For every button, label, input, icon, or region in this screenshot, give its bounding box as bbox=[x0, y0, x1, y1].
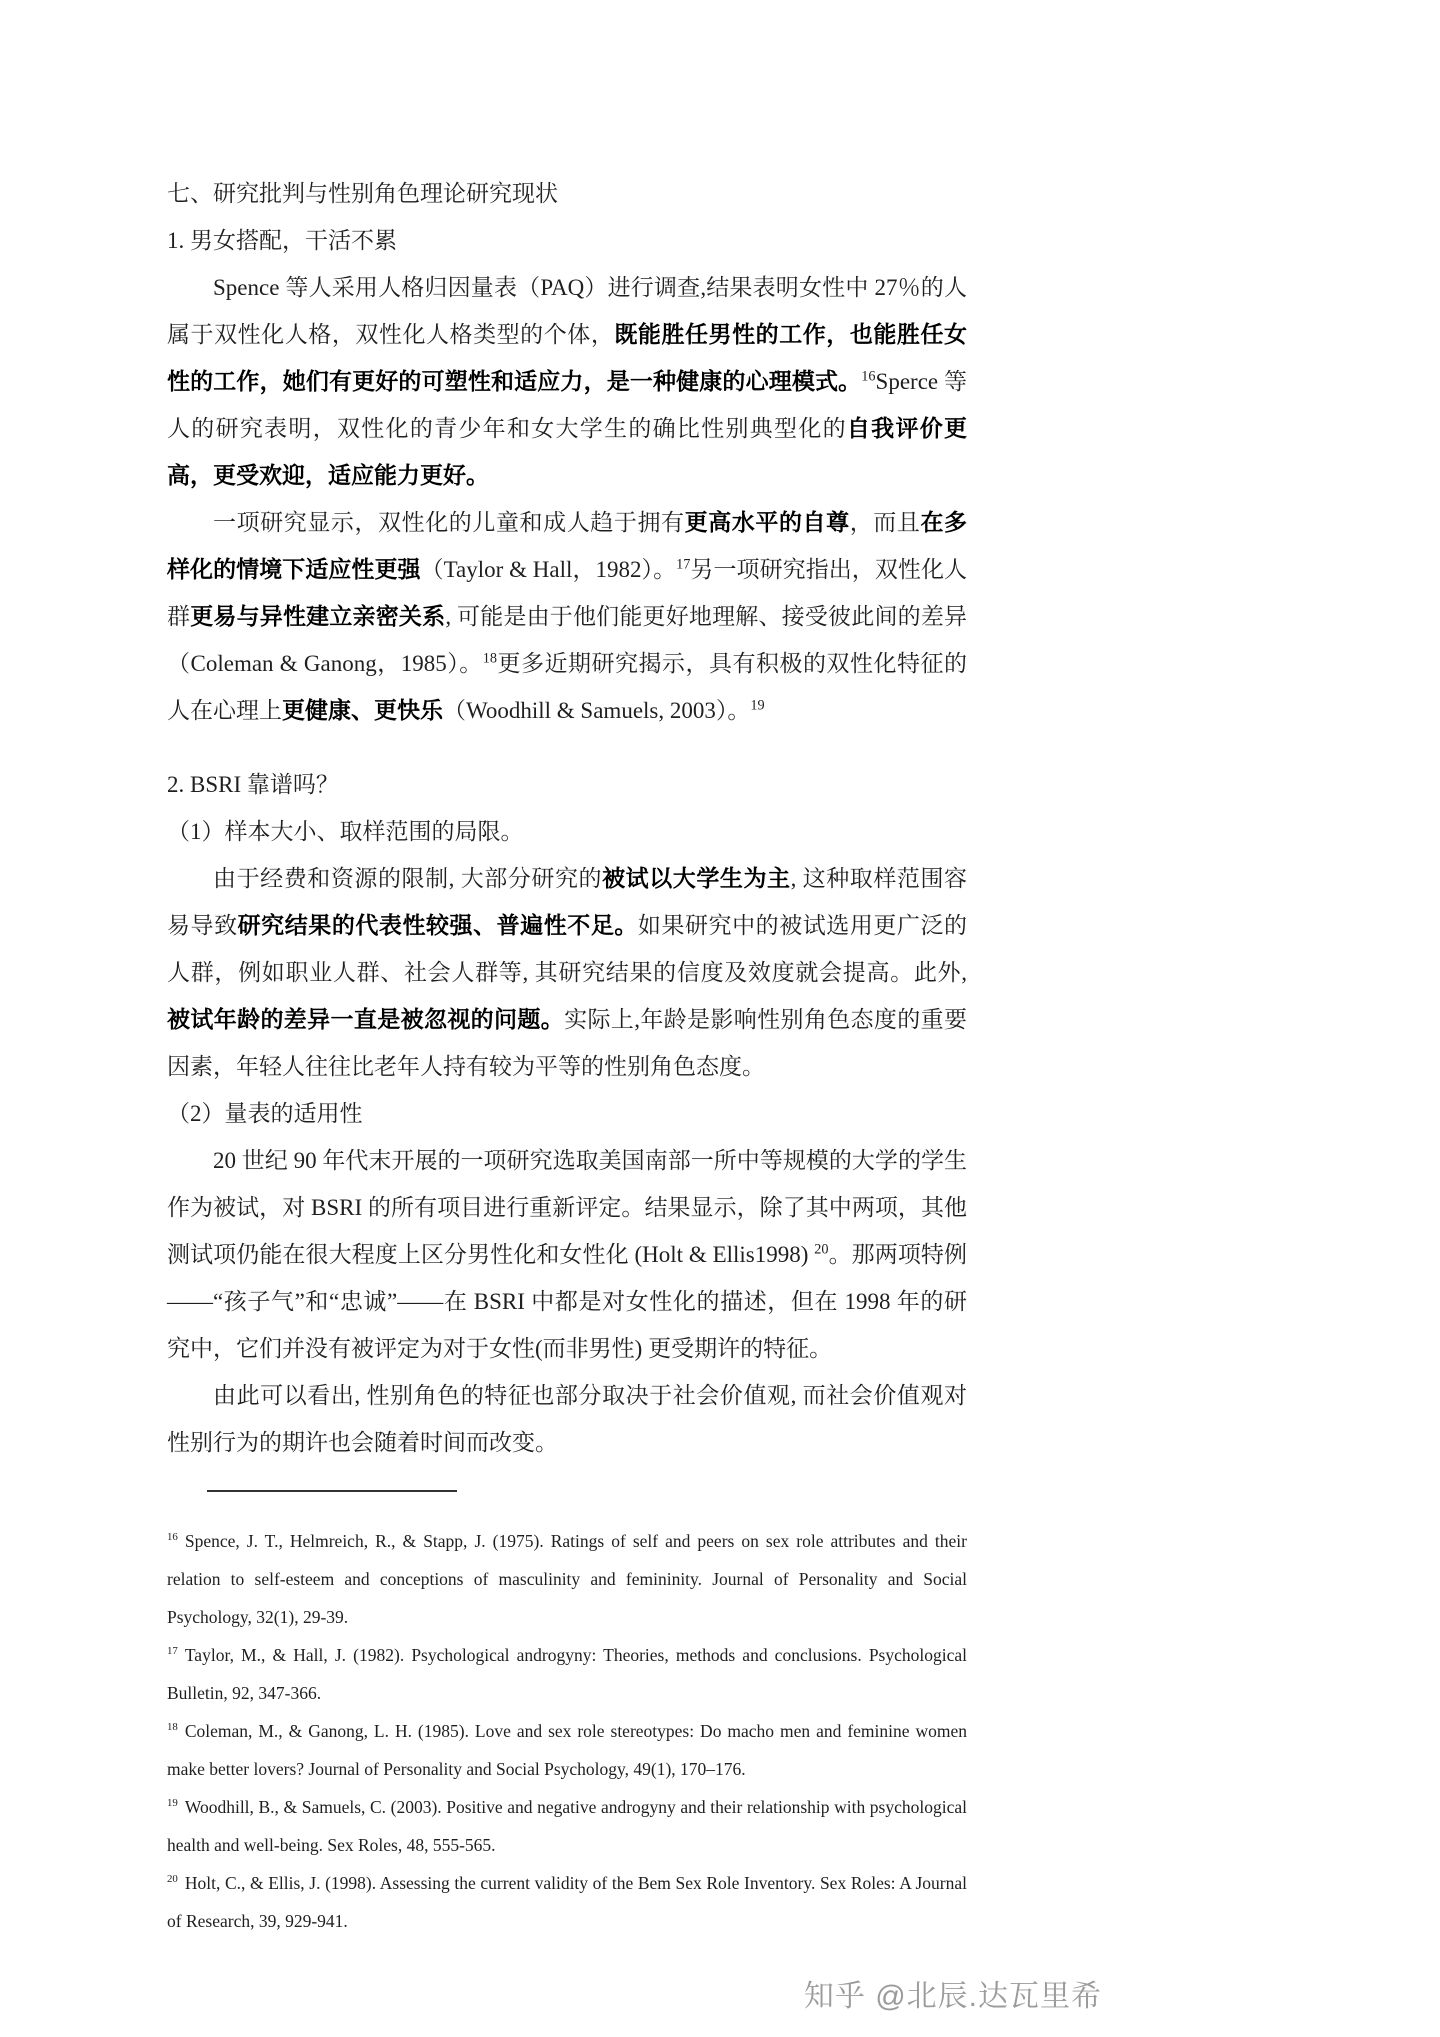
footnote-number: 17 bbox=[167, 1645, 178, 1658]
text-segment: Spence 等人采用人格归因量表（PAQ）进行调查,结果表明女性中 27％的人属于双性化人格，双性化人格类型的个体， bbox=[167, 275, 967, 347]
text-segment: 由于经费和资源的限制, 大部分研究的 bbox=[213, 866, 603, 891]
para bbox=[167, 1372, 967, 1466]
footnote-ref: 16 bbox=[861, 368, 876, 385]
text-segment: 如果研究中的被试选用更广泛的人群，例如职业人群、社会人群等, 其研究结果的信度及效度就会提高。此外, bbox=[167, 913, 968, 985]
footnote-number: 19 bbox=[167, 1797, 178, 1810]
label bbox=[167, 808, 967, 855]
spacer bbox=[167, 734, 967, 761]
footnote-number: 18 bbox=[167, 1721, 178, 1734]
footnote-text: Holt, C., & Ellis, J. (1998). Assessing the current validity of the Bem Sex Role Inventory. Sex Roles: A Journal of Research, 39, 929-941. bbox=[167, 1873, 967, 1931]
text-segment: （Taylor & Hall，1982）。 bbox=[420, 557, 677, 582]
para bbox=[167, 855, 967, 1090]
footnote-17 bbox=[167, 1636, 967, 1712]
footnote-text: Spence, J. T., Helmreich, R., & Stapp, J. (1975). Ratings of self and peers on sex role attributes and their relation to self-esteem and conceptions of masculinity and femininity. Journal of Personality and Social Psychology, 32(1), 29-39. bbox=[167, 1531, 967, 1627]
text-segment: ，而且 bbox=[849, 510, 921, 535]
text-segment: 更健康、更快乐 bbox=[282, 698, 443, 723]
text-segment: 被试年龄的差异一直是被忽视的问题。 bbox=[167, 1007, 565, 1032]
text-segment: 2. BSRI 靠谱吗？ bbox=[167, 772, 339, 797]
footnote-separator bbox=[207, 1490, 457, 1492]
text-segment: 。那两项特例——“孩子气”和“忠诚”——在 BSRI 中都是对女性化的描述，但在 1998 年的研究中，它们并没有被评定为对于女性(而非男性) 更受期许的特征。 bbox=[167, 1242, 967, 1361]
text-segment: 20 世纪 90 年代末开展的一项研究选取美国南部一所中等规模的大学的学生作为被试，对 BSRI 的所有项目进行重新评定。结果显示，除了其中两项，其他测试项仍能在很大程度上区分男性化和女性化 (Holt & Ellis1998) bbox=[167, 1148, 967, 1267]
text-segment: 被试以大学生为主 bbox=[602, 866, 791, 891]
document-content bbox=[167, 170, 967, 1466]
para bbox=[167, 264, 967, 499]
label bbox=[167, 1090, 967, 1137]
text-segment: 在多样化的情境下适应性更强 bbox=[167, 510, 968, 582]
text-segment: 1. 男女搭配，干活不累 bbox=[167, 228, 397, 253]
footnote-ref: 20 bbox=[814, 1241, 829, 1258]
para bbox=[167, 1137, 967, 1372]
footnote-number: 20 bbox=[167, 1873, 178, 1886]
subheading bbox=[167, 761, 967, 808]
text-segment: 实际上,年龄是影响性别角色态度的重要因素，年轻人往往比老年人持有较为平等的性别角色态度。 bbox=[167, 1007, 968, 1079]
text-segment: Sperce 等人的研究表明，双性化的青少年和女大学生的确比性别典型化的 bbox=[167, 369, 968, 441]
footnote-text: Taylor, M., & Hall, J. (1982). Psychological androgyny: Theories, methods and conclusions. Psychological Bulletin, 92, 347-366. bbox=[167, 1645, 967, 1703]
text-segment: 由此可以看出, 性别角色的特征也部分取决于社会价值观, 而社会价值观对性别行为的期许也会随着时间而改变。 bbox=[167, 1383, 967, 1455]
text-segment: , 这种取样范围容易导致 bbox=[167, 866, 967, 938]
text-segment: （1）样本大小、取样范围的局限。 bbox=[167, 819, 524, 844]
footnote-text: Coleman, M., & Ganong, L. H. (1985). Love and sex role stereotypes: Do macho men and feminine women make better lovers? Journal of Personality and Social Psychology, 49(1), 170–176. bbox=[167, 1721, 967, 1779]
footnote-text: Woodhill, B., & Samuels, C. (2003). Positive and negative androgyny and their relationship with psychological health and well-being. Sex Roles, 48, 555-565. bbox=[167, 1797, 967, 1855]
text-segment: , 可能是由于他们能更好地理解、接受彼此间的差异（Coleman & Ganong，1985）。 bbox=[167, 604, 968, 676]
text-segment: 自我评价更高，更受欢迎，适应能力更好。 bbox=[167, 416, 967, 488]
footnote-18 bbox=[167, 1712, 967, 1788]
section-title bbox=[167, 170, 967, 217]
text-segment: 研究结果的代表性较强、普遍性不足。 bbox=[237, 913, 638, 938]
text-segment: 更多近期研究揭示，具有积极的双性化特征的人在心理上 bbox=[167, 651, 967, 723]
footnote-list bbox=[167, 1522, 967, 1940]
text-segment: 更高水平的自尊 bbox=[684, 510, 850, 535]
footnotes-section bbox=[167, 1462, 967, 1940]
watermark-text: 知乎 @北辰.达瓦里希 bbox=[803, 1980, 1102, 2013]
footnote-number: 16 bbox=[167, 1531, 178, 1544]
footnote-19 bbox=[167, 1788, 967, 1864]
watermark bbox=[804, 1971, 1102, 2015]
para bbox=[167, 499, 967, 734]
footnote-16 bbox=[167, 1522, 967, 1636]
text-segment: 既能胜任男性的工作，也能胜任女性的工作，她们有更好的可塑性和适应力，是一种健康的心理模式。 bbox=[167, 322, 968, 394]
text-segment: 七、研究批判与性别角色理论研究现状 bbox=[167, 181, 558, 206]
footnote-20 bbox=[167, 1864, 967, 1940]
text-segment: （Woodhill & Samuels, 2003）。 bbox=[443, 698, 751, 723]
footnote-ref: 19 bbox=[750, 697, 765, 714]
text-segment: 一项研究显示，双性化的儿童和成人趋于拥有 bbox=[213, 510, 685, 535]
text-segment: （2）量表的适用性 bbox=[167, 1101, 363, 1126]
text-segment: 更易与异性建立亲密关系 bbox=[190, 604, 446, 629]
text-segment: 另一项研究指出，双性化人群 bbox=[167, 557, 968, 629]
subheading bbox=[167, 217, 967, 264]
footnote-ref: 18 bbox=[482, 650, 497, 667]
footnote-ref: 17 bbox=[676, 556, 691, 573]
